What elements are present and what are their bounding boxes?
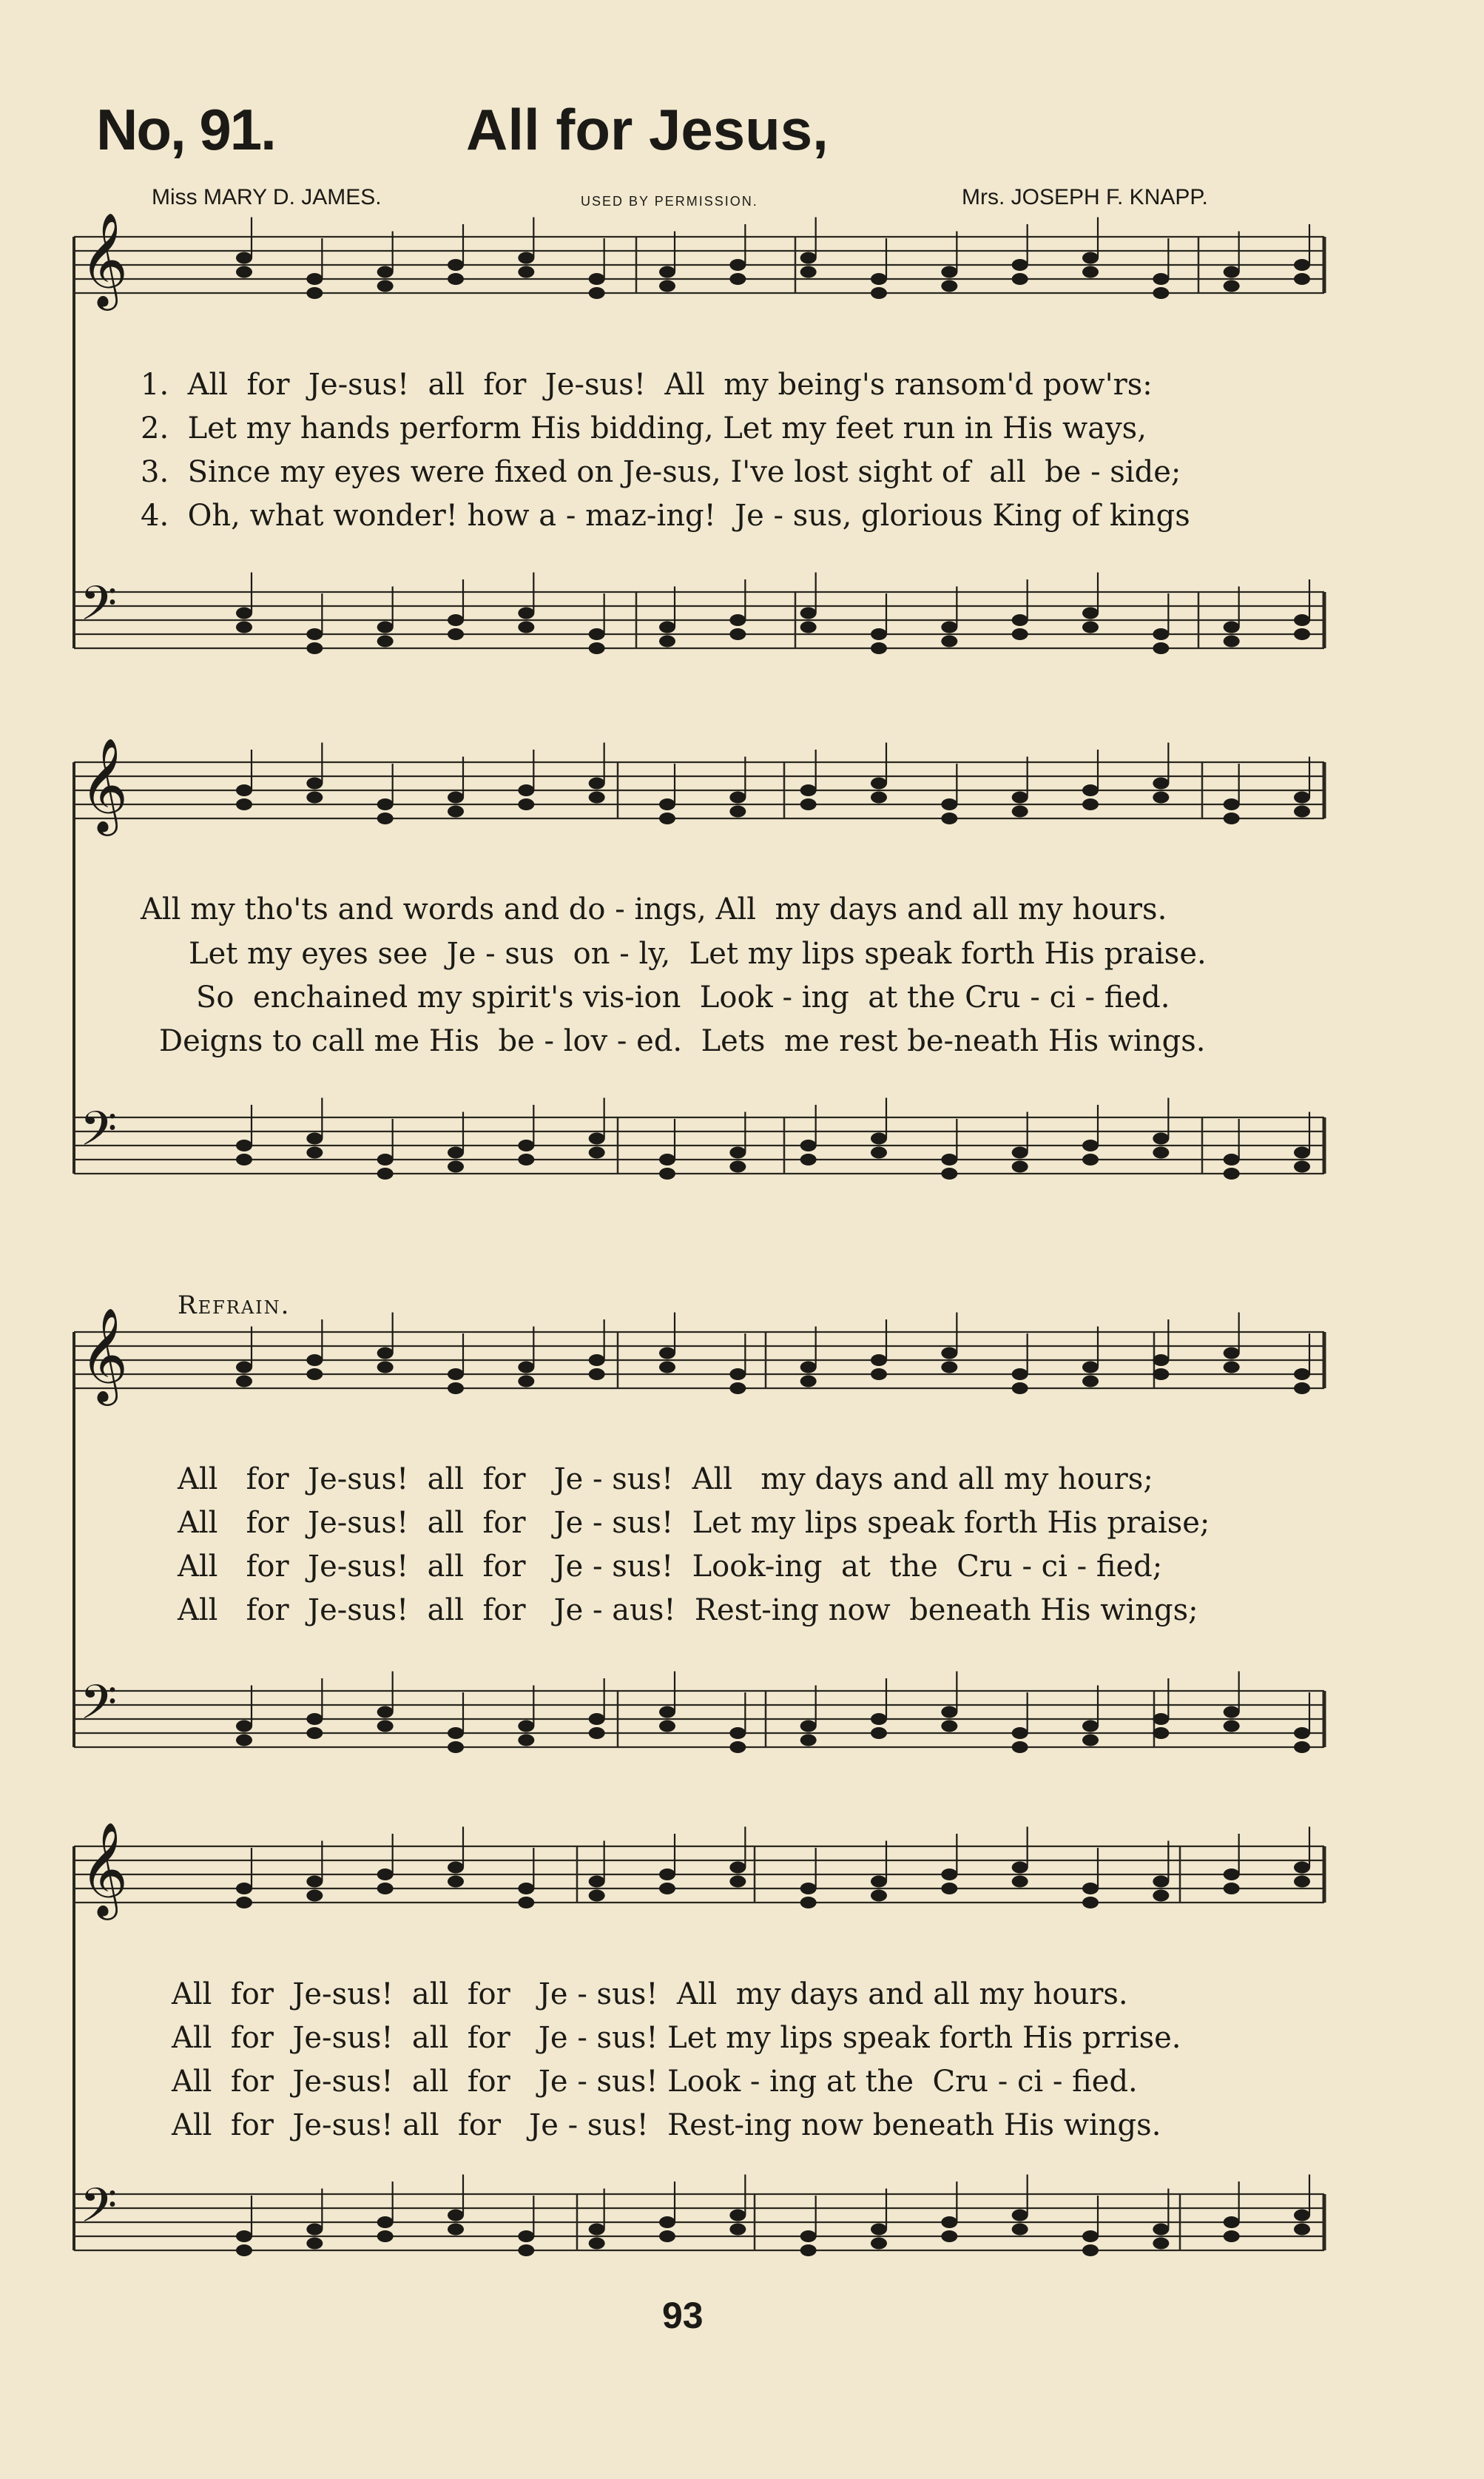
note-head bbox=[659, 636, 675, 648]
note-head bbox=[518, 784, 534, 796]
note-head bbox=[1294, 628, 1310, 640]
hymn-number: No, 91. bbox=[96, 97, 275, 162]
note-head bbox=[1082, 798, 1099, 810]
note-head bbox=[1294, 1741, 1310, 1753]
note-head bbox=[448, 1161, 464, 1173]
note-head bbox=[1082, 1883, 1099, 1894]
note-head bbox=[729, 1727, 746, 1739]
note-head bbox=[1153, 273, 1169, 285]
note-head bbox=[941, 813, 957, 824]
note-head bbox=[659, 798, 675, 810]
note-head bbox=[448, 1876, 464, 1888]
note-head bbox=[1224, 1868, 1240, 1880]
note-head bbox=[1082, 1735, 1099, 1746]
note-head bbox=[871, 1890, 887, 1902]
note-head bbox=[589, 2224, 605, 2236]
note-head bbox=[941, 1868, 957, 1880]
lyric-line: All for Je-sus! all for Je - sus! Look-ing at the Cru - ci - fied; bbox=[178, 1550, 1163, 1584]
note-head bbox=[1153, 1890, 1169, 1902]
lyric-line: All for Je-sus! all for Je - sus! Look - ing at the Cru - ci - fied. bbox=[172, 2065, 1138, 2099]
note-head bbox=[1224, 1348, 1240, 1359]
note-head bbox=[659, 622, 675, 633]
note-head bbox=[377, 1883, 394, 1894]
note-head bbox=[377, 813, 394, 824]
note-head bbox=[729, 1876, 746, 1888]
note-head bbox=[1012, 259, 1028, 271]
note-head bbox=[941, 1168, 957, 1180]
note-head bbox=[236, 266, 252, 278]
note-head bbox=[236, 622, 252, 633]
note-head bbox=[589, 778, 605, 790]
note-head bbox=[800, 1362, 817, 1373]
note-head bbox=[377, 1720, 394, 1732]
note-head bbox=[1224, 266, 1240, 278]
note-head bbox=[1153, 792, 1169, 804]
note-head bbox=[1153, 642, 1169, 654]
note-head bbox=[800, 266, 817, 278]
note-head bbox=[729, 628, 746, 640]
note-head bbox=[729, 2224, 746, 2236]
note-head bbox=[941, 1348, 957, 1359]
note-head bbox=[1012, 1147, 1028, 1159]
note-head bbox=[1012, 2210, 1028, 2221]
note-head bbox=[1294, 1161, 1310, 1173]
note-head bbox=[448, 1382, 464, 1394]
note-head bbox=[306, 1368, 323, 1380]
note-head bbox=[236, 798, 252, 810]
note-head bbox=[236, 608, 252, 619]
note-head bbox=[377, 622, 394, 633]
note-head bbox=[1012, 614, 1028, 626]
note-head bbox=[589, 1727, 605, 1739]
note-head bbox=[518, 1362, 534, 1373]
note-head bbox=[1153, 287, 1169, 299]
note-head bbox=[236, 252, 252, 264]
note-head bbox=[659, 2230, 675, 2242]
note-head bbox=[448, 2224, 464, 2236]
note-head bbox=[377, 798, 394, 810]
note-head bbox=[589, 1890, 605, 1902]
note-head bbox=[941, 1720, 957, 1732]
note-head bbox=[659, 1348, 675, 1359]
note-head bbox=[729, 806, 746, 818]
note-head bbox=[1224, 1720, 1240, 1732]
note-head bbox=[800, 622, 817, 633]
note-head bbox=[306, 792, 323, 804]
note-head bbox=[1224, 1154, 1240, 1166]
note-head bbox=[1294, 2224, 1310, 2236]
note-head bbox=[306, 1354, 323, 1366]
note-head bbox=[1012, 273, 1028, 285]
note-head bbox=[659, 1706, 675, 1718]
note-head bbox=[941, 636, 957, 648]
lyric-line: Deigns to call me His be - lov - ed. Lets me rest be-neath His wings. bbox=[159, 1024, 1206, 1058]
note-head bbox=[377, 1706, 394, 1718]
note-head bbox=[518, 1883, 534, 1894]
note-head bbox=[1082, 2230, 1099, 2242]
note-head bbox=[871, 2224, 887, 2236]
note-head bbox=[1153, 778, 1169, 790]
note-head bbox=[518, 252, 534, 264]
note-head bbox=[729, 2210, 746, 2221]
note-head bbox=[941, 280, 957, 292]
note-head bbox=[236, 1376, 252, 1388]
note-head bbox=[1224, 813, 1240, 824]
note-head bbox=[871, 792, 887, 804]
note-head bbox=[236, 1362, 252, 1373]
note-head bbox=[871, 642, 887, 654]
note-head bbox=[1294, 614, 1310, 626]
note-head bbox=[448, 1368, 464, 1380]
note-head bbox=[1294, 1382, 1310, 1394]
note-head bbox=[800, 1154, 817, 1166]
refrain-label: Refrain. bbox=[178, 1291, 291, 1320]
lyric-line: 3. Since my eyes were fixed on Je-sus, I've lost sight of all be - side; bbox=[141, 455, 1181, 489]
note-head bbox=[1294, 1876, 1310, 1888]
note-head bbox=[306, 287, 323, 299]
note-head bbox=[729, 1382, 746, 1394]
note-head bbox=[1224, 622, 1240, 633]
note-head bbox=[1224, 2230, 1240, 2242]
note-head bbox=[448, 792, 464, 804]
note-head bbox=[800, 2244, 817, 2256]
note-head bbox=[589, 1147, 605, 1159]
note-head bbox=[800, 1720, 817, 1732]
note-head bbox=[1012, 628, 1028, 640]
note-head bbox=[306, 1727, 323, 1739]
note-head bbox=[589, 792, 605, 804]
note-head bbox=[659, 813, 675, 824]
note-head bbox=[1082, 784, 1099, 796]
treble-clef-icon: 𝄞 bbox=[80, 737, 129, 832]
note-head bbox=[377, 1362, 394, 1373]
note-head bbox=[1153, 1727, 1169, 1739]
note-head bbox=[1224, 636, 1240, 648]
note-head bbox=[306, 1876, 323, 1888]
note-head bbox=[518, 1140, 534, 1151]
note-head bbox=[871, 2238, 887, 2250]
note-head bbox=[1012, 1862, 1028, 1874]
note-head bbox=[1153, 1147, 1169, 1159]
staff-lines bbox=[74, 237, 1324, 2250]
note-head bbox=[1012, 1876, 1028, 1888]
bass-clef-icon: 𝄢 bbox=[80, 576, 118, 643]
note-head bbox=[1224, 1168, 1240, 1180]
note-head bbox=[589, 273, 605, 285]
note-head bbox=[1012, 1368, 1028, 1380]
bass-clef-icon: 𝄢 bbox=[80, 2179, 118, 2245]
lyric-line: 4. Oh, what wonder! how a - maz-ing! Je - sus, glorious King of kings bbox=[141, 499, 1190, 533]
treble-clef-icon: 𝄞 bbox=[80, 212, 129, 306]
note-head bbox=[659, 1168, 675, 1180]
note-head bbox=[941, 266, 957, 278]
note-head bbox=[729, 792, 746, 804]
lyric-line: So enchained my spirit's vis-ion Look - ing at the Cru - ci - fied. bbox=[196, 980, 1170, 1015]
note-head bbox=[729, 1161, 746, 1173]
note-head bbox=[871, 1727, 887, 1739]
lyric-line: All for Je-sus! all for Je - sus! Rest-ing now beneath His wings. bbox=[172, 2108, 1161, 2142]
note-head bbox=[1294, 792, 1310, 804]
note-head bbox=[306, 2238, 323, 2250]
note-head bbox=[1153, 1368, 1169, 1380]
note-head bbox=[1082, 1154, 1099, 1166]
note-head bbox=[729, 1147, 746, 1159]
note-head bbox=[871, 1147, 887, 1159]
note-head bbox=[1224, 798, 1240, 810]
note-head bbox=[518, 1154, 534, 1166]
note-head bbox=[800, 1140, 817, 1151]
bass-clef-icon: 𝄢 bbox=[80, 1102, 118, 1168]
note-head bbox=[1153, 2238, 1169, 2250]
note-head bbox=[871, 273, 887, 285]
note-head bbox=[800, 784, 817, 796]
note-head bbox=[518, 1720, 534, 1732]
note-head bbox=[1224, 1883, 1240, 1894]
note-head bbox=[1012, 1741, 1028, 1753]
note-head bbox=[589, 1354, 605, 1366]
note-head bbox=[306, 628, 323, 640]
composer-credit: Mrs. JOSEPH F. KNAPP. bbox=[962, 185, 1208, 209]
note-head bbox=[518, 798, 534, 810]
note-head bbox=[1082, 622, 1099, 633]
note-head bbox=[1082, 1376, 1099, 1388]
note-head bbox=[1294, 1147, 1310, 1159]
hymn-title: All for Jesus, bbox=[466, 97, 829, 162]
note-head bbox=[1294, 1862, 1310, 1874]
note-head bbox=[448, 259, 464, 271]
author-credit: Miss MARY D. JAMES. bbox=[152, 185, 382, 209]
note-head bbox=[1012, 806, 1028, 818]
note-head bbox=[1012, 792, 1028, 804]
note-head bbox=[800, 798, 817, 810]
note-head bbox=[236, 784, 252, 796]
note-head bbox=[1153, 1133, 1169, 1145]
lyric-line: Let my eyes see Je - sus on - ly, Let my lips speak forth His praise. bbox=[189, 937, 1207, 971]
note-head bbox=[1153, 1876, 1169, 1888]
note-head bbox=[236, 2230, 252, 2242]
note-head bbox=[377, 280, 394, 292]
note-head bbox=[589, 1876, 605, 1888]
note-head bbox=[518, 1376, 534, 1388]
note-head bbox=[448, 273, 464, 285]
note-head bbox=[589, 287, 605, 299]
lyric-line: 2. Let my hands perform His bidding, Let my feet run in His ways, bbox=[141, 411, 1147, 445]
note-head bbox=[306, 2224, 323, 2236]
note-head bbox=[871, 628, 887, 640]
note-head bbox=[518, 1897, 534, 1908]
note-head bbox=[306, 273, 323, 285]
note-head bbox=[236, 1720, 252, 1732]
note-head bbox=[729, 1862, 746, 1874]
note-head bbox=[1082, 1362, 1099, 1373]
note-head bbox=[589, 1133, 605, 1145]
note-head bbox=[1012, 1727, 1028, 1739]
note-head bbox=[800, 1883, 817, 1894]
note-head bbox=[659, 280, 675, 292]
note-head bbox=[871, 1354, 887, 1366]
note-head bbox=[448, 1727, 464, 1739]
note-head bbox=[589, 1368, 605, 1380]
note-head bbox=[1294, 259, 1310, 271]
note-head bbox=[518, 622, 534, 633]
note-head bbox=[800, 1735, 817, 1746]
note-head bbox=[1294, 1368, 1310, 1380]
note-head bbox=[659, 1720, 675, 1732]
note-head bbox=[871, 1713, 887, 1725]
note-head bbox=[377, 636, 394, 648]
note-head bbox=[659, 1362, 675, 1373]
note-head bbox=[729, 273, 746, 285]
note-head bbox=[448, 1147, 464, 1159]
lyric-line: All for Je-sus! all for Je - sus! All my days and all my hours. bbox=[172, 1977, 1128, 2011]
note-head bbox=[377, 1154, 394, 1166]
note-head bbox=[236, 1735, 252, 1746]
page-number: 93 bbox=[662, 2295, 704, 2336]
note-head bbox=[941, 798, 957, 810]
note-head bbox=[871, 1133, 887, 1145]
note-head bbox=[518, 2244, 534, 2256]
note-head bbox=[306, 642, 323, 654]
note-head bbox=[1294, 1727, 1310, 1739]
note-head bbox=[518, 266, 534, 278]
note-head bbox=[448, 614, 464, 626]
note-head bbox=[659, 1883, 675, 1894]
note-head bbox=[518, 608, 534, 619]
note-head bbox=[729, 614, 746, 626]
note-head bbox=[589, 642, 605, 654]
note-head bbox=[871, 778, 887, 790]
note-head bbox=[941, 2216, 957, 2228]
note-head bbox=[941, 1883, 957, 1894]
note-head bbox=[236, 2244, 252, 2256]
note-head bbox=[1012, 1382, 1028, 1394]
note-head bbox=[1294, 2210, 1310, 2221]
note-head bbox=[1082, 1720, 1099, 1732]
note-head bbox=[659, 1868, 675, 1880]
note-head bbox=[236, 1140, 252, 1151]
note-head bbox=[941, 622, 957, 633]
note-head bbox=[377, 1348, 394, 1359]
note-head bbox=[729, 259, 746, 271]
note-head bbox=[1012, 2224, 1028, 2236]
note-head bbox=[1153, 2224, 1169, 2236]
note-head bbox=[800, 2230, 817, 2242]
lyric-line: All my tho'ts and words and do - ings, All my days and all my hours. bbox=[141, 892, 1167, 926]
note-head bbox=[941, 1154, 957, 1166]
note-head bbox=[659, 266, 675, 278]
note-head bbox=[941, 1706, 957, 1718]
note-head bbox=[659, 1154, 675, 1166]
note-head bbox=[871, 1876, 887, 1888]
note-head bbox=[448, 628, 464, 640]
lyric-line: All for Je-sus! all for Je - sus! Let my lips speak forth His prrise. bbox=[172, 2021, 1181, 2055]
note-head bbox=[448, 2210, 464, 2221]
note-head bbox=[871, 287, 887, 299]
note-head bbox=[377, 2216, 394, 2228]
note-head bbox=[518, 2230, 534, 2242]
note-head bbox=[448, 1862, 464, 1874]
note-head bbox=[1082, 252, 1099, 264]
note-head bbox=[306, 1890, 323, 1902]
note-head bbox=[1294, 273, 1310, 285]
note-head bbox=[306, 778, 323, 790]
note-head bbox=[589, 1713, 605, 1725]
note-head bbox=[941, 1362, 957, 1373]
note-head bbox=[306, 1147, 323, 1159]
treble-clef-icon: 𝄞 bbox=[80, 1307, 129, 1402]
lyric-line: All for Je-sus! all for Je - sus! Let my lips speak forth His praise; bbox=[178, 1506, 1210, 1540]
note-head bbox=[659, 2216, 675, 2228]
bass-clef-icon: 𝄢 bbox=[80, 1675, 118, 1742]
note-head bbox=[518, 1735, 534, 1746]
note-head bbox=[377, 266, 394, 278]
note-head bbox=[1224, 1706, 1240, 1718]
note-head bbox=[589, 628, 605, 640]
note-head bbox=[448, 806, 464, 818]
note-head bbox=[1224, 280, 1240, 292]
note-head bbox=[1082, 266, 1099, 278]
note-head bbox=[800, 1897, 817, 1908]
note-head bbox=[1294, 806, 1310, 818]
note-head bbox=[1224, 1362, 1240, 1373]
note-head bbox=[1153, 1354, 1169, 1366]
lyric-line: All for Je-sus! all for Je - sus! All my days and all my hours; bbox=[178, 1462, 1153, 1496]
note-head bbox=[941, 2230, 957, 2242]
lyric-line: All for Je-sus! all for Je - aus! Rest-ing now beneath His wings; bbox=[178, 1593, 1198, 1627]
note-head bbox=[236, 1883, 252, 1894]
treble-clef-icon: 𝄞 bbox=[80, 1821, 129, 1916]
note-head bbox=[306, 1133, 323, 1145]
note-head bbox=[1224, 2216, 1240, 2228]
note-head bbox=[800, 252, 817, 264]
note-head bbox=[1012, 1161, 1028, 1173]
note-head bbox=[800, 1376, 817, 1388]
note-head bbox=[1082, 2244, 1099, 2256]
note-head bbox=[1082, 1897, 1099, 1908]
note-head bbox=[1153, 628, 1169, 640]
note-head bbox=[236, 1154, 252, 1166]
note-head bbox=[589, 2238, 605, 2250]
note-head bbox=[306, 1713, 323, 1725]
note-head bbox=[377, 1868, 394, 1880]
note-head bbox=[871, 1368, 887, 1380]
permission-note: USED BY PERMISSION. bbox=[581, 194, 758, 209]
clef-glyphs bbox=[80, 212, 128, 2245]
note-head bbox=[1082, 608, 1099, 619]
note-head bbox=[448, 1741, 464, 1753]
note-head bbox=[1153, 1713, 1169, 1725]
note-head bbox=[377, 2230, 394, 2242]
note-head bbox=[1082, 1140, 1099, 1151]
lyric-line: 1. All for Je-sus! all for Je-sus! All my being's ransom'd pow'rs: bbox=[141, 368, 1153, 402]
note-head bbox=[729, 1368, 746, 1380]
note-head bbox=[800, 608, 817, 619]
note-head bbox=[729, 1741, 746, 1753]
note-head bbox=[236, 1897, 252, 1908]
note-head bbox=[377, 1168, 394, 1180]
